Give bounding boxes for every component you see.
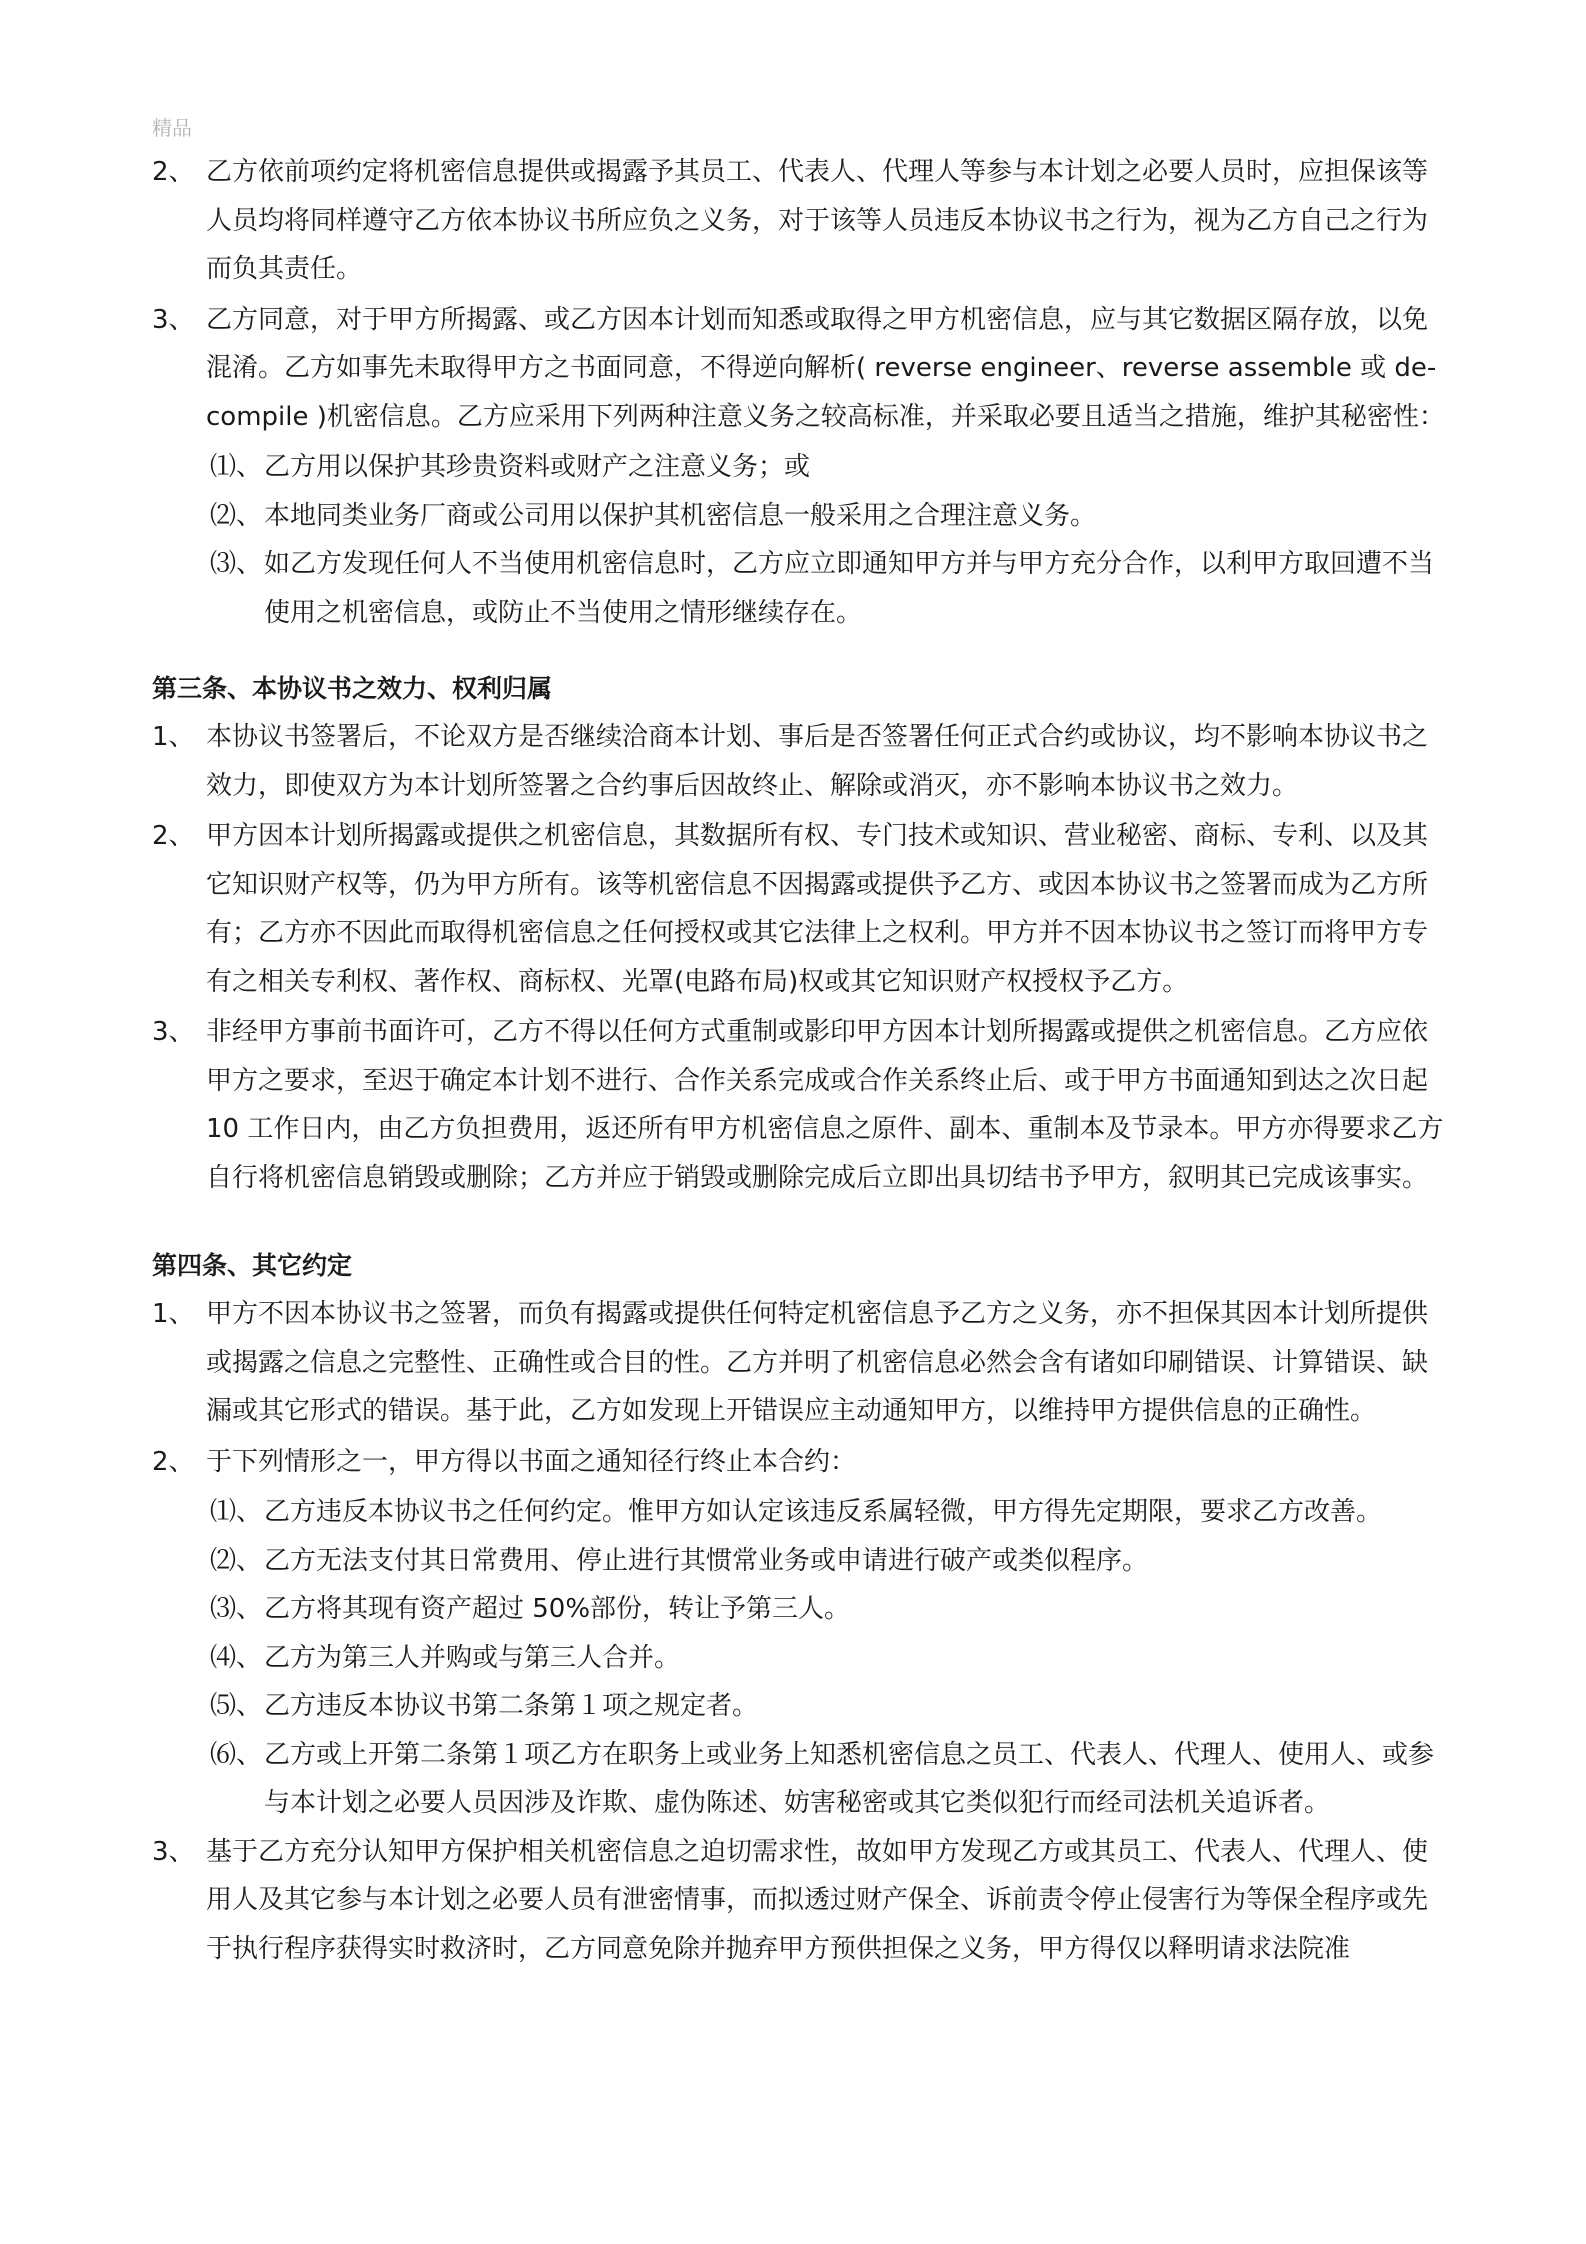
clause-number: 1、 [152,722,195,752]
subclause-number: ⑴、 [210,1497,263,1527]
subclause-text: 本地同类业务厂商或公司用以保护其机密信息一般采用之合理注意义务。 [264,500,1097,531]
subclause-4-2-2 [152,1537,1452,1586]
subclause-text: 如乙方发现任何人不当使用机密信息时，乙方应立即通知甲方并与甲方充分合作，以利甲方取回遭不当使用之机密信息，或防止不当使用之情形继续存在。 [264,549,1435,628]
subclause-2-3-3 [152,540,1452,637]
clause-text: 非经甲方事前书面许可，乙方不得以任何方式重制或影印甲方因本计划所揭露或提供之机密信息。乙方应依甲方之要求，至迟于确定本计划不进行、合作关系完成或合作关系终止后、或于甲方书面通知到达之次日起 10 工作日内，由乙方负担费用，返还所有甲方机密信息之原件、副本、重制本及节录本。甲方亦得要求乙方自行将机密信息销毁或删除；乙方并应于销毁或删除完成后立即出具切结书予甲方，叙明其已完成该事实。 [206,1017,1444,1193]
clause-text: 本协议书签署后，不论双方是否继续洽商本计划、事后是否签署任何正式合约或协议，均不影响本协议书之效力，即使双方为本计划所签署之合约事后因故终止、解除或消灭，亦不影响本协议书之效力。 [206,722,1429,801]
clause-text: 乙方依前项约定将机密信息提供或揭露予其员工、代表人、代理人等参与本计划之必要人员时，应担保该等人员均将同样遵守乙方依本协议书所应负之义务，对于该等人员违反本协议书之行为，视为乙方自己之行为而负其责任。 [206,157,1429,284]
article-3-heading: 第三条、本协议书之效力、权利归属 [152,674,553,703]
subclause-number: ⑴、 [210,452,263,482]
clause-3-3 [152,1008,1452,1202]
clause-2-2 [152,148,1452,294]
clause-3-1 [152,713,1452,810]
clause-number: 1、 [152,1299,195,1329]
subclause-text: 乙方违反本协议书之任何约定。惟甲方如认定该违反系属轻微，甲方得先定期限，要求乙方改善。 [264,1497,1383,1527]
subclause-4-2-6 [152,1731,1452,1828]
subclause-number: ⑵、 [210,500,263,531]
subclause-2-3-2 [152,492,1452,541]
subclause-text: 乙方无法支付其日常费用、停止进行其惯常业务或申请进行破产或类似程序。 [264,1545,1149,1576]
subclause-text: 乙方为第三人并购或与第三人合并。 [264,1642,681,1673]
clause-number: 2、 [152,1446,195,1477]
clause-text: 甲方不因本协议书之签署，而负有揭露或提供任何特定机密信息予乙方之义务，亦不担保其因本计划所提供或揭露之信息之完整性、正确性或合目的性。乙方并明了机密信息必然会含有诸如印刷错误、计算错误、缺漏或其它形式的错误。基于此，乙方如发现上开错误应主动通知甲方，以维持甲方提供信息的正确性。 [206,1299,1429,1426]
subclause-4-2-3 [152,1585,1452,1634]
article-4-heading: 第四条、其它约定 [152,1251,353,1280]
clause-number: 2、 [152,821,195,851]
clause-text: 乙方同意，对于甲方所揭露、或乙方因本计划而知悉或取得之甲方机密信息，应与其它数据区隔存放，以免混淆。乙方如事先未取得甲方之书面同意，不得逆向解析( reverse engineer、reverse assemble 或 de-compile )机密信息。乙方应采用下列两种注意义务之较高标准，并采取必要且适当之措施，维护其秘密性： [206,304,1445,432]
subclause-number: ⑸、 [210,1691,263,1721]
subclause-2-3-1 [152,443,1452,492]
clause-4-3 [152,1828,1452,1974]
subclause-4-2-1 [152,1488,1452,1537]
subclause-number: ⑵、 [210,1545,263,1576]
subclause-number: ⑶、 [210,1594,263,1624]
clause-3-2 [152,812,1452,1006]
clause-text: 甲方因本计划所揭露或提供之机密信息，其数据所有权、专门技术或知识、营业秘密、商标、专利、以及其它知识财产权等，仍为甲方所有。该等机密信息不因揭露或提供予乙方、或因本协议书之签署而成为乙方所有；乙方亦不因此而取得机密信息之任何授权或其它法律上之权利。甲方并不因本协议书之签订而将甲方专有之相关专利权、著作权、商标权、光罩(电路布局)权或其它知识财产权授权予乙方。 [206,821,1429,997]
subclause-4-2-5 [152,1682,1452,1731]
subclause-number: ⑶、 [210,549,263,579]
subclause-text: 乙方或上开第二条第１项乙方在职务上或业务上知悉机密信息之员工、代表人、代理人、使用人、或参与本计划之必要人员因涉及诈欺、虚伪陈述、妨害秘密或其它类似犯行而经司法机关追诉者。 [264,1739,1435,1818]
subclause-number: ⑹、 [210,1739,263,1770]
clause-number: 3、 [152,1017,195,1047]
subclause-text: 乙方用以保护其珍贵资料或财产之注意义务；或 [264,452,811,482]
subclause-4-2-4 [152,1634,1452,1683]
clause-text: 基于乙方充分认知甲方保护相关机密信息之迫切需求性，故如甲方发现乙方或其员工、代表人、代理人、使用人及其它参与本计划之必要人员有泄密情事，而拟透过财产保全、诉前责令停止侵害行为等保全程序或先于执行程序获得实时救济时，乙方同意免除并抛弃甲方预供担保之义务，甲方得仅以释明请求法院准 [206,1836,1429,1964]
clause-number: 2、 [152,157,195,187]
header-mark: 精品 [152,116,192,140]
clause-number: 3、 [152,304,195,335]
document-body [152,148,1452,1975]
subclause-text: 乙方违反本协议书第二条第１项之规定者。 [264,1691,759,1721]
subclause-text: 乙方将其现有资产超过 50%部份，转让予第三人。 [264,1594,851,1624]
clause-2-3 [152,296,1452,442]
clause-text: 于下列情形之一，甲方得以书面之通知径行终止本合约： [206,1446,857,1477]
clause-4-2 [152,1438,1452,1487]
subclause-number: ⑷、 [210,1642,263,1673]
clause-4-1 [152,1290,1452,1436]
clause-number: 3、 [152,1836,195,1867]
